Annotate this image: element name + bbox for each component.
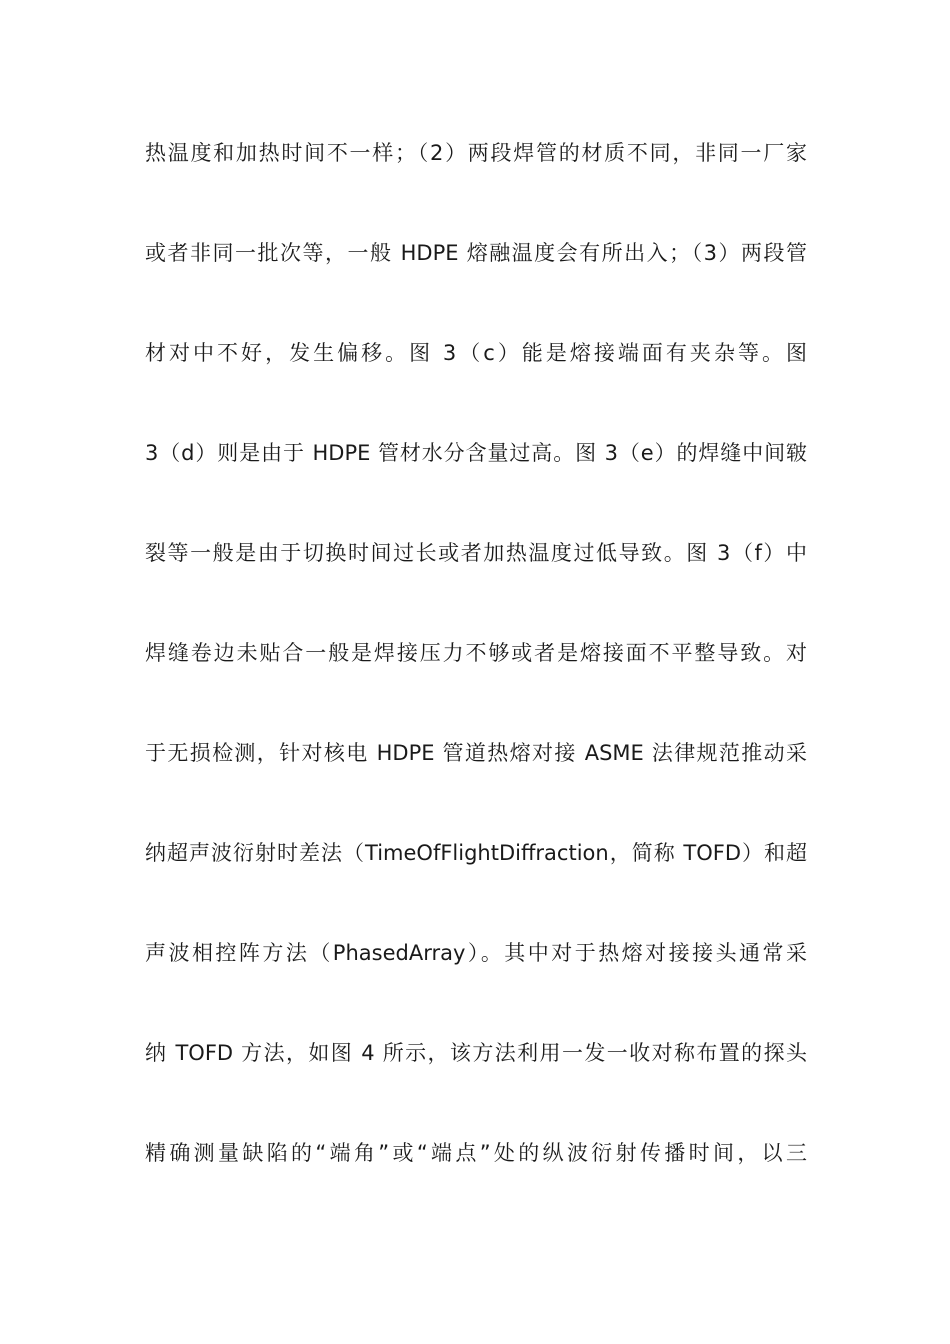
text-line: 热温度和加热时间不一样；（2）两段焊管的材质不同，非同一厂家: [145, 141, 807, 165]
text-line: 于无损检测，针对核电 HDPE 管道热熔对接 ASME 法律规范推动采: [145, 741, 807, 765]
text-line: 焊缝卷边未贴合一般是焊接压力不够或者是熔接面不平整导致。对: [145, 641, 807, 665]
text-line: 精确测量缺陷的“端角”或“端点”处的纵波衍射传播时间，以三: [145, 1141, 807, 1165]
text-line: 纳 TOFD 方法，如图 4 所示，该方法利用一发一收对称布置的探头: [145, 1041, 807, 1065]
text-line: 或者非同一批次等，一般 HDPE 熔融温度会有所出入；（3）两段管: [145, 241, 807, 265]
text-line: 纳超声波衍射时差法（TimeOfFlightDiffraction，简称 TOFD）和超: [145, 841, 807, 865]
text-line: 材对中不好，发生偏移。图 3（c）能是熔接端面有夹杂等。图: [145, 341, 807, 365]
text-line: 3（d）则是由于 HDPE 管材水分含量过高。图 3（e）的焊缝中间皲: [145, 441, 807, 465]
text-line: 声波相控阵方法（PhasedArray）。其中对于热熔对接接头通常采: [145, 941, 807, 965]
body-paragraph: [145, 128, 807, 1228]
text-line: 裂等一般是由于切换时间过长或者加热温度过低导致。图 3（f）中: [145, 541, 807, 565]
